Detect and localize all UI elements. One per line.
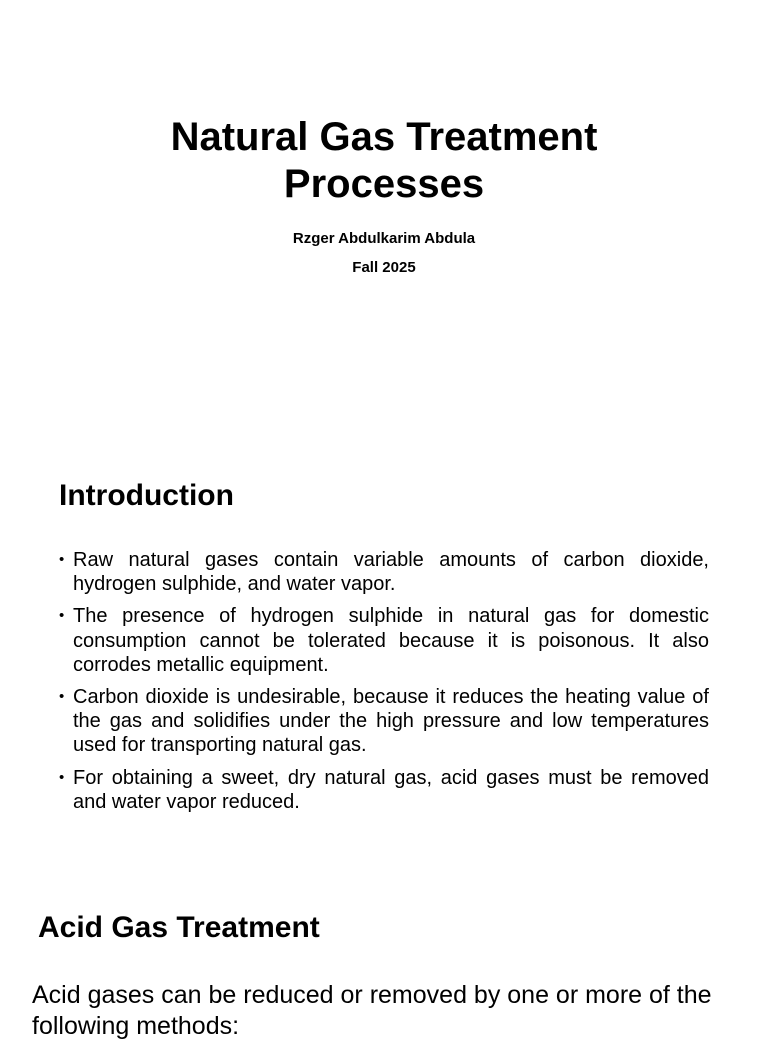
title-slide — [0, 0, 768, 384]
bullet-text: Raw natural gases contain variable amounts of carbon dioxide, hydrogen sulphide, and water vapor. — [73, 549, 709, 596]
bullet-item — [59, 548, 709, 596]
bullet-text: For obtaining a sweet, dry natural gas, acid gases must be removed and water vapor reduced. — [73, 766, 709, 813]
bullet-marker: • — [59, 607, 65, 625]
term-label: Fall 2025 — [352, 259, 416, 276]
introduction-bullet-list — [59, 548, 709, 822]
bullet-item — [59, 766, 709, 814]
bullet-marker: • — [59, 551, 65, 568]
acid-gas-intro-text: Acid gases can be reduced or removed by one or more of the following methods: — [32, 981, 712, 1040]
bullet-item — [59, 685, 709, 758]
title-line-2: Processes — [283, 162, 485, 206]
introduction-heading: Introduction — [59, 479, 234, 512]
title-line-1: Natural Gas Treatment — [170, 115, 598, 159]
bullet-marker: • — [59, 768, 65, 786]
bullet-text: Carbon dioxide is undesirable, because it reduces the heating value of the gas and solidifies under the high pressure and low temperatures used for transporting natural gas. — [73, 686, 709, 757]
introduction-slide — [0, 468, 768, 848]
page-title — [0, 114, 768, 208]
bullet-marker: • — [59, 688, 65, 706]
author-name: Rzger Abdulkarim Abdula — [292, 230, 476, 247]
bullet-text: The presence of hydrogen sulphide in natural gas for domestic consumption cannot be tolerated because it is poisonous. It also corrodes metallic equipment. — [73, 605, 709, 676]
bullet-item — [59, 604, 709, 677]
acid-gas-treatment-heading: Acid Gas Treatment — [38, 911, 320, 944]
acid-gas-treatment-slide — [0, 900, 768, 1040]
